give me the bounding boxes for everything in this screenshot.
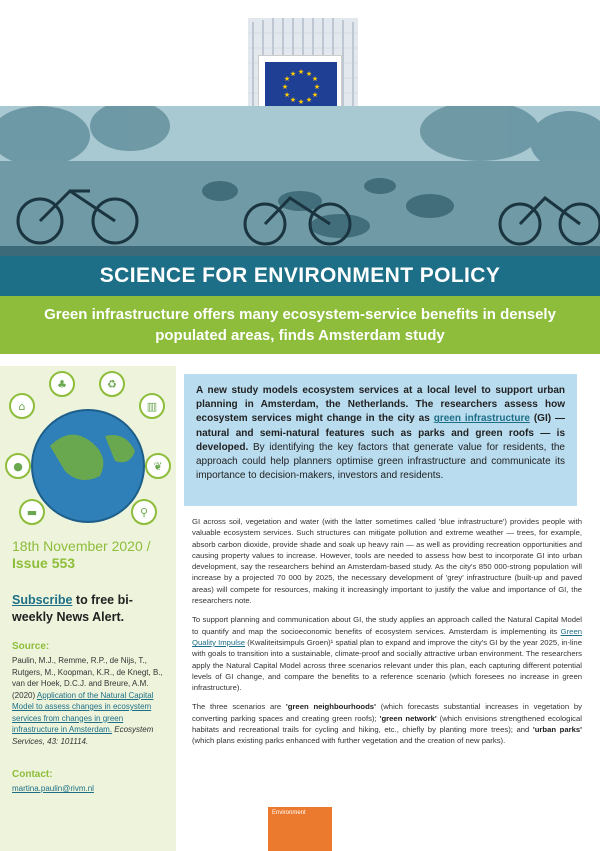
subtitle-band <box>0 296 600 354</box>
body-paragraph-3 <box>192 701 582 746</box>
sidebar <box>0 366 176 851</box>
body-paragraph-2 <box>192 614 582 693</box>
source-journal: Ecosystem Services, 43: 101114. <box>12 725 154 746</box>
body-p3-text-a: The three scenarios are <box>192 702 286 712</box>
title-band <box>0 256 600 296</box>
article-body <box>192 516 582 755</box>
scenario-green-network: 'green network' <box>379 713 437 723</box>
source-article-link[interactable]: Application of the Natural Capital Model to assess changes in ecosystem services from changes in green infrastructure in Amsterdam. <box>12 690 154 734</box>
svg-text:★: ★ <box>311 75 319 83</box>
body-p2-text-a: To support planning and communication about GI, the study applies an approach called the Natural Capital Model to quantify and map the socioeconomic benefits of ecosystem services. Amsterdam is implementing its <box>192 615 582 636</box>
svg-text:★: ★ <box>311 91 319 99</box>
contact-email-link[interactable]: martina.paulin@rivm.nl <box>12 784 94 793</box>
publication-title: SCIENCE FOR ENVIRONMENT POLICY <box>99 264 501 287</box>
intro-bold-1: A new study models ecosystem services at a local level to support urban planning in Amsterdam, the Netherlands. The researchers assess how ecosystem services might change in the city as <box>196 385 565 425</box>
source-authors: Paulin, M.J., Remme, R.P., de Nijs, T., Rutgers, M., Koopman, K.R., de Knegt, B., van der Hoek, D.C.J. and Breure, A.M. (2020) <box>12 656 163 700</box>
intro-normal: By identifying the key factors that generate value for residents, the approach could help planners optimise green infrastructure and communicate its importance to decision-makers, investors and residents. <box>196 441 565 482</box>
article-headline: Green infrastructure offers many ecosystem-service benefits in densely populated areas, finds Amsterdam study <box>44 306 556 344</box>
svg-text:★: ★ <box>281 83 289 91</box>
scenario-green-neighbourhoods: 'green neighbourhoods' <box>285 702 376 712</box>
car-icon: ▬ <box>26 506 38 519</box>
body-p3-text-c: (which envisions strengthened ecological habitats and recreational trails for cycling and hiking, etc., chiefly by planting more trees); and <box>192 713 582 735</box>
subscribe-block <box>12 592 172 626</box>
bicycle-icon: ⚲ <box>139 506 149 519</box>
intro-box <box>184 374 577 506</box>
issue-info <box>12 538 172 572</box>
issue-date: 18th November 2020 / <box>12 538 151 554</box>
subscribe-text: to free bi-weekly News Alert. <box>12 593 133 624</box>
body-p3-text-b: (which forecasts substantial increases in vegetation by converting parking spaces and creating green roofs); <box>192 702 583 723</box>
svg-text:★: ★ <box>283 91 291 99</box>
issue-number: Issue 553 <box>12 555 76 571</box>
svg-text:★: ★ <box>289 70 297 78</box>
svg-text:★: ★ <box>297 98 305 106</box>
water-drop-icon: ● <box>13 460 23 473</box>
svg-text:★: ★ <box>305 70 313 78</box>
svg-text:★: ★ <box>313 83 321 91</box>
body-p3-text-d: (which plans existing parks enhanced with further vegetation and the creation of new parks). <box>192 736 506 746</box>
svg-text:★: ★ <box>297 68 305 76</box>
factory-icon: ▥ <box>146 400 158 413</box>
green-infrastructure-link[interactable]: green infrastructure <box>433 413 530 425</box>
body-p2-text-b: (Kwaliteitsimpuls Groen)¹ spatial plan to expand and improve the city's GI by the year 2025, in-line with goals to transition into a sustainable, climate-proof and socially attractive urban environment. The researchers apply the Natural Capital Model across three scenarios relevant under this plan, each capturing different potential levels of GI change, and compare the benefits to a reference scenario (which foresees no increase in green infrastructure). <box>192 637 582 693</box>
page-header <box>0 0 600 118</box>
recycle-icon: ♻ <box>107 378 117 391</box>
body-paragraph-1: GI across soil, vegetation and water (with the latter sometimes called 'blue infrastructure') provides people with valuable ecosystem services. Such structures can mitigate pollution and extreme weather — trees, for example, absorb carbon dioxide, provide shade and soak up heavy rain — as well as providing recreation opportunities and causing property values to increase. However, tools are needed to assess how best to incorporate GI into urban development, say the researchers behind an Amsterdam-based study. As the city's 850 000-strong population will increase by a projected 70 000 by 2025, the necessary development of 'grey' infrastructure (built-up and paved areas) will compete for resources, making it increasingly important to justify the value and importance of GI, the researchers note. <box>192 517 582 606</box>
source-citation <box>12 655 172 747</box>
environment-tag <box>268 807 332 851</box>
tree-icon: ♣ <box>57 378 67 391</box>
park-photo <box>0 106 600 256</box>
house-icon: ⌂ <box>18 400 26 413</box>
green-quality-impulse-link[interactable]: Green Quality Impulse <box>192 626 582 647</box>
subscribe-link[interactable]: Subscribe <box>12 593 73 607</box>
scenario-urban-parks: 'urban parks' <box>532 725 582 735</box>
eu-flag-icon <box>265 62 337 110</box>
environment-tag-label: Environment <box>272 810 306 816</box>
leaf-icon: ❦ <box>153 460 163 473</box>
intro-bold-2: (GI) — natural and semi-natural features such as parks and green roofs — is developed. <box>196 413 565 453</box>
source-heading: Source: <box>12 641 50 652</box>
svg-text:★: ★ <box>283 75 291 83</box>
contact-heading: Contact: <box>12 769 53 780</box>
eco-globe-illustration <box>0 366 176 532</box>
svg-text:★: ★ <box>305 96 313 104</box>
svg-text:★: ★ <box>289 96 297 104</box>
